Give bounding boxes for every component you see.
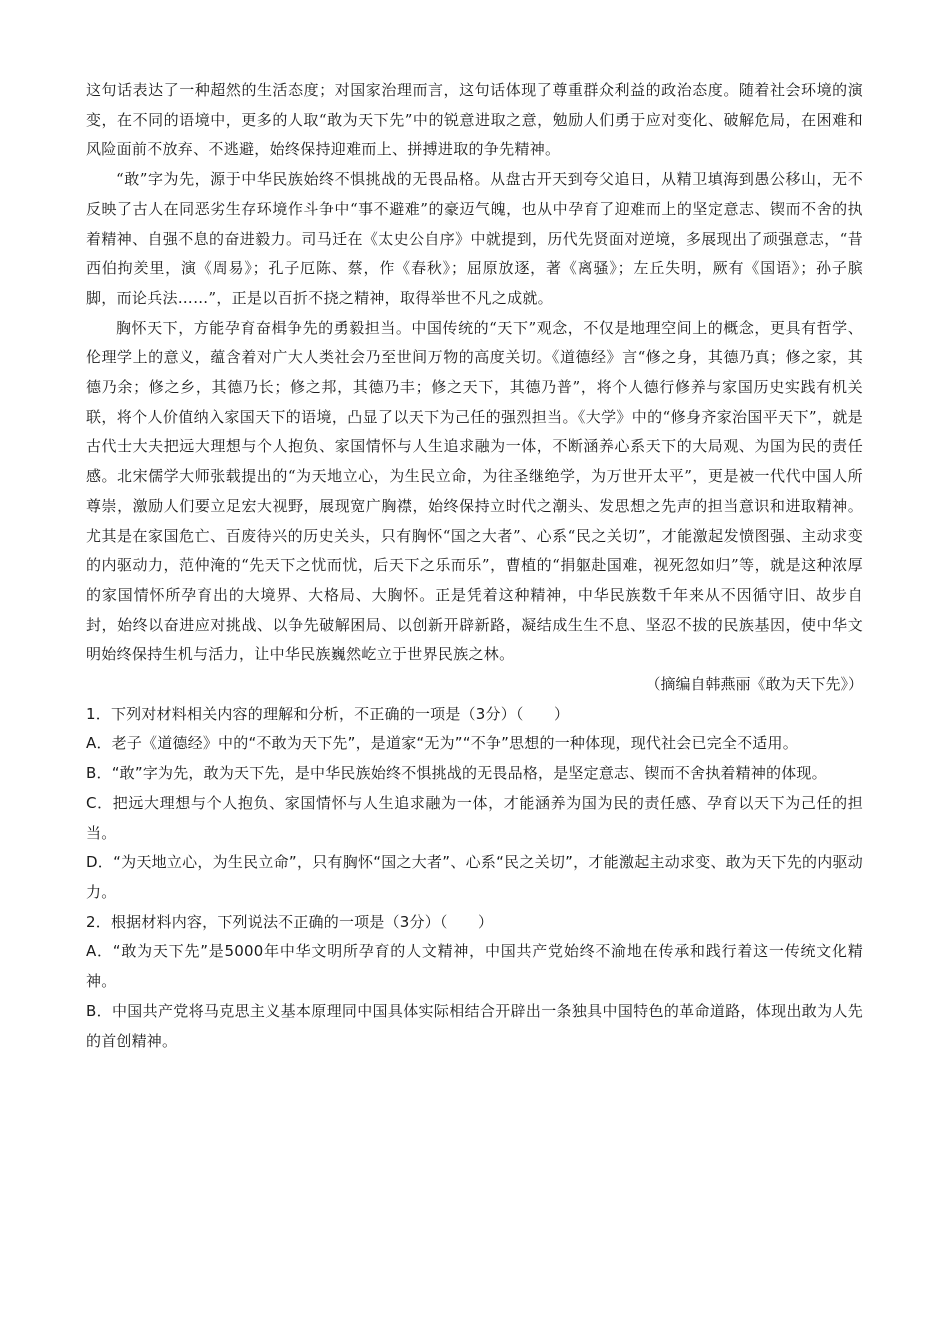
question-1-stem: 1．下列对材料相关内容的理解和分析，不正确的一项是（3分）（ ） (86, 704, 570, 723)
question-2 (86, 908, 863, 1057)
passage-source: （摘编自韩燕丽《敢为天下先》） (645, 675, 863, 694)
question-1 (86, 700, 863, 908)
passage-paragraph-1: 这句话表达了一种超然的生活态度；对国家治理而言，这句话体现了尊重群众利益的政治态度。随着社会环境的演变，在不同的语境中，更多的人取“敢为天下先”中的锐意进取之意，勉励人们勇于应对变化、破解危局，在困难和风险面前不放弃、不逃避，始终保持迎难而上、拼搏进取的争先精神。 (86, 81, 863, 159)
question-2-option-b: B．中国共产党将马克思主义基本原理同中国具体实际相结合开辟出一条独具中国特色的革命道路，体现出敢为人先的首创精神。 (86, 1001, 863, 1050)
passage-paragraph-2: “敢”字为先，源于中华民族始终不惧挑战的无畏品格。从盘古开天到夸父追日，从精卫填海到愚公移山，无不反映了古人在同恶劣生存环境作斗争中“事不避难”的豪迈气魄，也从中孕育了迎难而上的坚定意志、锲而不舍的执着精神、自强不息的奋进毅力。司马迁在《太史公自序》中就提到，历代先贤面对逆境，多展现出了顽强意志，“昔西伯拘羑里，演《周易》；孔子厄陈、蔡，作《春秋》；屈原放逐，著《离骚》；左丘失明，厥有《国语》；孙子膑脚，而论兵法……”，正是以百折不挠之精神，取得举世不凡之成就。 (86, 170, 863, 307)
question-1-option-d: D．“为天地立心，为生民立命”，只有胸怀“国之大者”、心系“民之关切”，才能激起主动求变、敢为天下先的内驱动力。 (86, 853, 863, 901)
question-1-option-a: A．老子《道德经》中的“不敢为天下先”，是道家“无为”“不争”思想的一种体现，现代社会已完全不适用。 (86, 734, 798, 753)
passage-paragraph-3: 胸怀天下，方能孕育奋楫争先的勇毅担当。中国传统的“天下”观念，不仅是地理空间上的概念，更具有哲学、伦理学上的意义，蕴含着对广大人类社会乃至世间万物的高度关切。《道德经》言“修之身，其德乃真；修之家，其德乃余；修之乡，其德乃长；修之邦，其德乃丰；修之天下，其德乃普”，将个人德行修养与家国历史实践有机关联，将个人价值纳入家国天下的语境，凸显了以天下为己任的强烈担当。《大学》中的“修身齐家治国平天下”，就是古代士大夫把远大理想与个人抱负、家国情怀与人生追求融为一体，不断涵养心系天下的大局观、为国为民的责任感。北宋儒学大师张载提出的“为天地立心，为生民立命，为往圣继绝学，为万世开太平”，更是被一代代中国人所尊崇，激励人们要立足宏大视野，展现宽广胸襟，始终保持立时代之潮头、发思想之先声的担当意识和进取精神。尤其是在家国危亡、百废待兴的历史关头，只有胸怀“国之大者”、心系“民之关切”，才能激起发愤图强、主动求变的内驱动力，范仲淹的“先天下之忧而忧，后天下之乐而乐”，曹植的“捐躯赴国难，视死忽如归”等，就是这种浓厚的家国情怀所孕育出的大境界、大格局、大胸怀。正是凭着这种精神，中华民族数千年来从不因循守旧、故步自封，始终以奋进应对挑战、以争先破解困局、以创新开辟新路，凝结成生生不息、坚忍不拔的民族基因，使中华文明始终保持生机与活力，让中华民族巍然屹立于世界民族之林。 (86, 318, 863, 664)
question-2-option-a: A．“敢为天下先”是5000年中华文明所孕育的人文精神，中国共产党始终不渝地在传承和践行着这一传统文化精神。 (86, 942, 863, 991)
question-2-stem: 2．根据材料内容，下列说法不正确的一项是（3分）（ ） (86, 912, 494, 931)
document-page (86, 76, 863, 1056)
question-1-option-c: C．把远大理想与个人抱负、家国情怀与人生追求融为一体，才能涵养为国为民的责任感、孕育以天下为己任的担当。 (86, 793, 863, 842)
question-1-option-b: B．“敢”字为先，敢为天下先，是中华民族始终不惧挑战的无畏品格，是坚定意志、锲而不舍执着精神的体现。 (86, 764, 827, 783)
